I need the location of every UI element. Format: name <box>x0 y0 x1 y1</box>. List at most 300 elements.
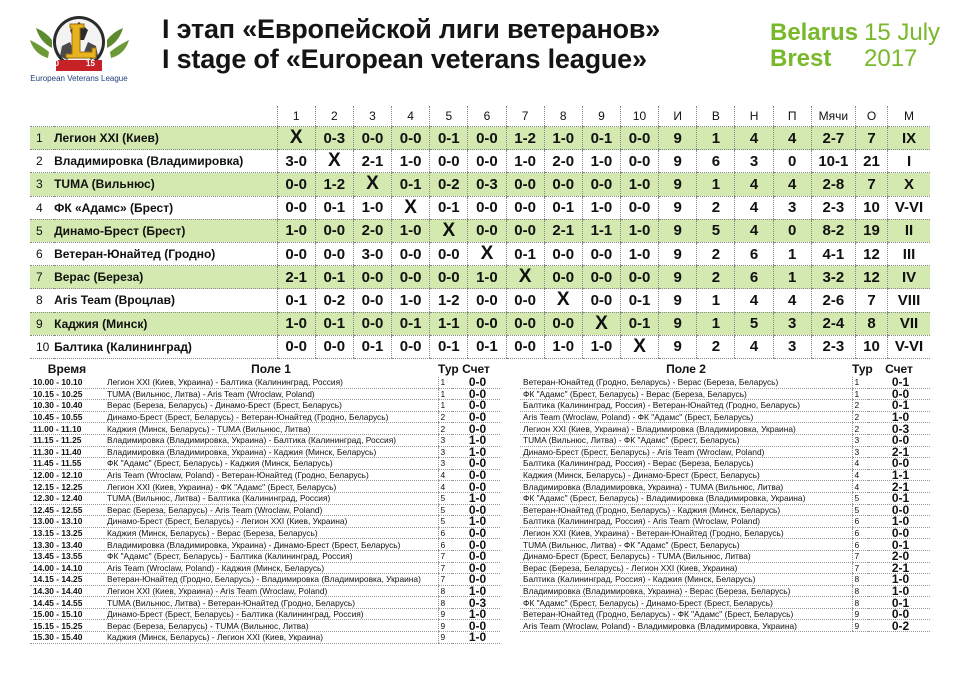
match-result-cell: 0-0 <box>277 242 315 265</box>
schedule-row <box>30 597 500 609</box>
match-teams: Легион XXI (Киев, Украина) - ФК "Адамс" (Брест, Беларусь) <box>104 481 438 493</box>
games-played: 9 <box>659 266 697 289</box>
match-time: 10.00 - 10.10 <box>30 377 104 388</box>
wins: 2 <box>697 242 735 265</box>
team-name: Верас <box>54 270 91 285</box>
schedule-row <box>30 377 500 388</box>
match-round: 8 <box>438 597 452 609</box>
match-result-cell: 0-0 <box>430 150 468 173</box>
team-name: Владимировка <box>54 154 144 169</box>
match-teams: Динамо-Брест (Брест, Беларусь) - Легион XXI (Киев, Украина) <box>104 516 438 528</box>
match-result-cell: 0-1 <box>620 289 658 312</box>
standings-row <box>30 289 930 312</box>
match-result-cell: 0-0 <box>277 196 315 219</box>
self-match-cell: X <box>544 289 582 312</box>
schedule-row <box>520 411 930 423</box>
match-result-cell: 0-0 <box>620 150 658 173</box>
match-result-cell: 1-2 <box>430 289 468 312</box>
match-score: 0-0 <box>452 620 500 632</box>
match-result-cell: 1-0 <box>620 173 658 196</box>
match-score: 1-0 <box>452 585 500 597</box>
goals: 2-4 <box>811 312 855 335</box>
match-result-cell: 1-0 <box>620 219 658 242</box>
schedule-round-header: Тур <box>852 361 873 376</box>
match-round: 7 <box>852 562 868 574</box>
match-round: 1 <box>852 377 868 388</box>
team-name-cell <box>54 266 277 289</box>
match-teams: ФК "Адамс" (Брест, Беларусь) - Верас (Береза, Беларусь) <box>520 388 852 400</box>
match-result-cell: 0-0 <box>582 173 620 196</box>
match-teams: Верас (Береза, Беларусь) - Динамо-Брест (Брест, Беларусь) <box>104 400 438 412</box>
schedule-row <box>520 492 930 504</box>
match-score: 0-1 <box>868 539 930 551</box>
match-round: 3 <box>438 434 452 446</box>
match-score: 0-1 <box>868 597 930 609</box>
match-round: 5 <box>852 492 868 504</box>
match-result-cell: 0-1 <box>468 335 506 358</box>
schedule-row <box>520 481 930 493</box>
match-teams: Владимировка (Владимировка, Украина) - Каджия (Минск, Беларусь) <box>104 446 438 458</box>
schedule-row <box>520 400 930 412</box>
schedule-row <box>30 574 500 586</box>
team-number: 9 <box>30 312 54 335</box>
match-result-cell: 0-1 <box>353 335 391 358</box>
games-played: 9 <box>659 219 697 242</box>
match-score: 1-0 <box>452 492 500 504</box>
schedule-row <box>520 585 930 597</box>
match-result-cell: 0-0 <box>468 289 506 312</box>
match-score: 0-0 <box>452 423 500 435</box>
schedule-row <box>30 539 500 551</box>
match-result-cell: 0-3 <box>315 127 353 150</box>
self-match-cell: X <box>582 312 620 335</box>
match-result-cell: 1-0 <box>544 127 582 150</box>
standings-col-header: 2 <box>315 106 353 127</box>
match-round: 1 <box>438 377 452 388</box>
team-number: 5 <box>30 219 54 242</box>
match-round: 3 <box>438 458 452 470</box>
match-result-cell: 1-0 <box>582 150 620 173</box>
match-result-cell: 0-0 <box>620 127 658 150</box>
match-result-cell: 0-0 <box>353 312 391 335</box>
standings-row <box>30 242 930 265</box>
schedule-row <box>30 481 500 493</box>
match-teams: Aris Team (Wroclaw, Poland) - Владимировка (Владимировка, Украина) <box>520 620 852 632</box>
match-score: 1-0 <box>452 434 500 446</box>
schedule-row <box>520 377 930 388</box>
match-result-cell: 2-1 <box>544 219 582 242</box>
points: 12 <box>855 242 887 265</box>
match-round: 3 <box>852 434 868 446</box>
goals: 2-3 <box>811 335 855 358</box>
match-round: 2 <box>852 400 868 412</box>
match-round: 6 <box>852 527 868 539</box>
losses: 1 <box>773 242 811 265</box>
standings-row <box>30 150 930 173</box>
schedule-round-header: Тур <box>438 361 459 376</box>
match-teams: ФК "Адамс" (Брест, Беларусь) - Владимировка (Владимировка, Украина) <box>520 492 852 504</box>
losses: 0 <box>773 150 811 173</box>
match-result-cell: 0-0 <box>506 289 544 312</box>
match-result-cell: 0-2 <box>430 173 468 196</box>
match-result-cell: 0-1 <box>506 242 544 265</box>
standings-col-header: Н <box>735 106 773 127</box>
match-result-cell: 0-0 <box>506 335 544 358</box>
match-teams: TUMA (Вильнюс, Литва) - Aris Team (Wroclaw, Poland) <box>104 388 438 400</box>
match-teams: Динамо-Брест (Брест, Беларусь) - TUMA (Вильнюс, Литва) <box>520 550 852 562</box>
match-round: 7 <box>438 550 452 562</box>
match-score: 0-0 <box>452 550 500 562</box>
match-result-cell: 0-0 <box>430 266 468 289</box>
team-name-cell <box>54 312 277 335</box>
match-result-cell: 0-0 <box>353 289 391 312</box>
schedule-row <box>520 620 930 632</box>
games-played: 9 <box>659 335 697 358</box>
match-result-cell: 1-0 <box>544 335 582 358</box>
standings-row <box>30 219 930 242</box>
match-result-cell: 0-0 <box>620 196 658 219</box>
place: II <box>888 219 930 242</box>
match-time: 11.00 - 11.10 <box>30 423 104 435</box>
match-teams: Балтика (Калининград, Россия) - Ветеран-Юнайтед (Гродно, Беларусь) <box>520 400 852 412</box>
goals: 2-3 <box>811 196 855 219</box>
team-name-cell <box>54 127 277 150</box>
schedule-field-2-title: Поле 2 <box>666 361 706 376</box>
title-russian: I этап «Европейской лиги ветеранов» <box>162 14 661 44</box>
match-result-cell: 0-0 <box>392 335 430 358</box>
match-teams: Динамо-Брест (Брест, Беларусь) - Aris Team (Wroclaw, Poland) <box>520 446 852 458</box>
match-result-cell: 0-0 <box>582 242 620 265</box>
standings-col-header: 3 <box>353 106 391 127</box>
games-played: 9 <box>659 289 697 312</box>
match-teams: Легион XXI (Киев, Украина) - Aris Team (Wroclaw, Poland) <box>104 585 438 597</box>
schedule-row <box>520 608 930 620</box>
match-result-cell: 0-1 <box>277 289 315 312</box>
match-round: 4 <box>852 481 868 493</box>
match-result-cell: 1-0 <box>353 196 391 219</box>
match-teams: Верас (Береза, Беларусь) - Легион XXI (Киев, Украина) <box>520 562 852 574</box>
match-result-cell: 0-0 <box>506 173 544 196</box>
losses: 4 <box>773 127 811 150</box>
match-round: 1 <box>438 388 452 400</box>
match-round: 6 <box>438 539 452 551</box>
match-result-cell: 0-0 <box>392 127 430 150</box>
schedule-row <box>30 550 500 562</box>
match-teams: Каджия (Минск, Беларусь) - Легион XXI (Киев, Украина) <box>104 632 438 644</box>
match-round: 2 <box>438 411 452 423</box>
event-country: Belarus <box>770 19 859 46</box>
place: VII <box>888 312 930 335</box>
event-city: Brest <box>770 45 832 72</box>
standings-col-header: 10 <box>620 106 658 127</box>
match-time: 11.30 - 11.40 <box>30 446 104 458</box>
schedule-row <box>30 388 500 400</box>
match-time: 13.30 - 13.40 <box>30 539 104 551</box>
match-result-cell: 0-0 <box>277 173 315 196</box>
match-result-cell: 0-0 <box>582 266 620 289</box>
match-teams: Владимировка (Владимировка, Украина) - TUMA (Вильнюс, Литва) <box>520 481 852 493</box>
match-score: 0-0 <box>868 434 930 446</box>
standings-row <box>30 196 930 219</box>
self-match-cell: X <box>353 173 391 196</box>
standings-col-header: П <box>773 106 811 127</box>
points: 21 <box>855 150 887 173</box>
match-teams: Балтика (Калининград, Россия) - Aris Team (Wroclaw, Poland) <box>520 516 852 528</box>
event-location-date <box>770 20 950 80</box>
losses: 4 <box>773 289 811 312</box>
match-teams: TUMA (Вильнюс, Литва) - Ветеран-Юнайтед (Гродно, Беларусь) <box>104 597 438 609</box>
place: X <box>888 173 930 196</box>
match-round: 6 <box>438 527 452 539</box>
match-score: 1-0 <box>868 585 930 597</box>
match-result-cell: 0-1 <box>544 196 582 219</box>
self-match-cell: X <box>392 196 430 219</box>
match-result-cell: 0-0 <box>468 127 506 150</box>
goals: 4-1 <box>811 242 855 265</box>
wins: 6 <box>697 150 735 173</box>
team-name: Балтика <box>54 339 103 354</box>
self-match-cell: X <box>430 219 468 242</box>
match-result-cell: 0-0 <box>468 150 506 173</box>
games-played: 9 <box>659 312 697 335</box>
match-teams: Ветеран-Юнайтед (Гродно, Беларусь) - Верас (Береза, Беларусь) <box>520 377 852 388</box>
match-teams: TUMA (Вильнюс, Литва) - ФК "Адамс" (Брест, Беларусь) <box>520 539 852 551</box>
self-match-cell: X <box>506 266 544 289</box>
match-score: 0-0 <box>452 377 500 388</box>
wins: 1 <box>697 289 735 312</box>
team-name: Каджия <box>54 316 99 331</box>
team-city: (Минск) <box>102 316 148 331</box>
match-round: 5 <box>438 492 452 504</box>
points: 12 <box>855 266 887 289</box>
wins: 1 <box>697 173 735 196</box>
games-played: 9 <box>659 173 697 196</box>
match-result-cell: 0-0 <box>277 335 315 358</box>
match-teams: Легион XXI (Киев, Украина) - Владимировка (Владимировка, Украина) <box>520 423 852 435</box>
standings-header-number <box>30 106 54 127</box>
match-result-cell: 0-0 <box>392 242 430 265</box>
draws: 5 <box>735 312 773 335</box>
match-score: 1-0 <box>868 516 930 528</box>
standings-col-header: 1 <box>277 106 315 127</box>
match-result-cell: 1-2 <box>506 127 544 150</box>
match-result-cell: 0-0 <box>468 312 506 335</box>
points: 19 <box>855 219 887 242</box>
match-time: 15.30 - 15.40 <box>30 632 104 644</box>
match-score: 0-3 <box>452 597 500 609</box>
match-score: 0-0 <box>452 539 500 551</box>
match-round: 6 <box>852 516 868 528</box>
match-round: 7 <box>438 562 452 574</box>
match-result-cell: 0-1 <box>315 312 353 335</box>
match-time: 10.45 - 10.55 <box>30 411 104 423</box>
match-teams: TUMA (Вильнюс, Литва) - ФК "Адамс" (Брест, Беларусь) <box>520 434 852 446</box>
goals: 3-2 <box>811 266 855 289</box>
team-name: Динамо-Брест <box>54 223 140 238</box>
match-round: 5 <box>438 516 452 528</box>
games-played: 9 <box>659 196 697 219</box>
schedule-field-2-header <box>520 360 930 377</box>
match-result-cell: 1-0 <box>392 289 430 312</box>
team-city: (Калининград) <box>106 339 192 354</box>
draws: 6 <box>735 242 773 265</box>
standings-header-team <box>54 106 277 127</box>
draws: 3 <box>735 150 773 173</box>
games-played: 9 <box>659 127 697 150</box>
standings-row <box>30 173 930 196</box>
standings-col-header: О <box>855 106 887 127</box>
match-score: 0-1 <box>868 400 930 412</box>
match-time: 11.15 - 11.25 <box>30 434 104 446</box>
match-time: 13.00 - 13.10 <box>30 516 104 528</box>
match-time: 12.15 - 12.25 <box>30 481 104 493</box>
logo-caption: European Veterans League <box>30 74 128 83</box>
schedule-row <box>30 504 500 516</box>
match-teams: Верас (Береза, Беларусь) - TUMA (Вильнюс, Литва) <box>104 620 438 632</box>
self-match-cell: X <box>620 335 658 358</box>
match-result-cell: 0-1 <box>392 173 430 196</box>
match-score: 0-0 <box>452 400 500 412</box>
match-result-cell: 0-1 <box>582 127 620 150</box>
match-result-cell: 0-0 <box>315 219 353 242</box>
self-match-cell: X <box>468 242 506 265</box>
match-teams: TUMA (Вильнюс, Литва) - Балтика (Калининград, Россия) <box>104 492 438 504</box>
match-teams: Ветеран-Юнайтед (Гродно, Беларусь) - Владимировка (Владимировка, Украина) <box>104 574 438 586</box>
draws: 4 <box>735 173 773 196</box>
match-result-cell: 0-0 <box>544 173 582 196</box>
place: III <box>888 242 930 265</box>
match-time: 10.15 - 10.25 <box>30 388 104 400</box>
match-teams: Владимировка (Владимировка, Украина) - Динамо-Брест (Брест, Беларусь) <box>104 539 438 551</box>
match-time: 15.00 - 15.10 <box>30 608 104 620</box>
match-score: 1-0 <box>868 411 930 423</box>
match-round: 8 <box>852 597 868 609</box>
standings-col-header: В <box>697 106 735 127</box>
match-result-cell: 2-0 <box>353 219 391 242</box>
schedule-time-header: Время <box>47 361 87 376</box>
match-result-cell: 1-0 <box>468 266 506 289</box>
event-date <box>864 20 940 72</box>
schedule-row <box>520 423 930 435</box>
goals: 10-1 <box>811 150 855 173</box>
team-city: (Брест) <box>130 200 174 215</box>
match-teams: ФК "Адамс" (Брест, Беларусь) - Динамо-Брест (Брест, Беларусь) <box>520 597 852 609</box>
schedule-row <box>520 539 930 551</box>
match-result-cell: 0-1 <box>392 312 430 335</box>
standings-col-header: 9 <box>582 106 620 127</box>
match-score: 0-0 <box>452 458 500 470</box>
match-score: 0-1 <box>868 377 930 388</box>
match-result-cell: 0-3 <box>468 173 506 196</box>
match-score: 0-0 <box>452 574 500 586</box>
match-score: 1-0 <box>868 574 930 586</box>
standings-header-row <box>30 106 930 127</box>
team-name-cell <box>54 219 277 242</box>
match-result-cell: 1-0 <box>582 196 620 219</box>
match-round: 6 <box>852 539 868 551</box>
standings-row <box>30 127 930 150</box>
losses: 3 <box>773 312 811 335</box>
match-time: 15.15 - 15.25 <box>30 620 104 632</box>
match-score: 0-0 <box>452 388 500 400</box>
place: V-VI <box>888 335 930 358</box>
match-round: 9 <box>438 608 452 620</box>
team-name: Легион XXI <box>54 131 119 146</box>
schedule-row <box>30 446 500 458</box>
title-english: I stage of «European veterans league» <box>162 44 647 74</box>
match-time: 14.15 - 14.25 <box>30 574 104 586</box>
match-time: 11.45 - 11.55 <box>30 458 104 470</box>
match-teams: Балтика (Калининград, Россия) - Каджия (Минск, Беларусь) <box>520 574 852 586</box>
team-city: (Киев) <box>122 131 159 146</box>
match-result-cell: 0-0 <box>353 266 391 289</box>
match-result-cell: 0-0 <box>468 219 506 242</box>
match-teams: Верас (Береза, Беларусь) - Aris Team (Wroclaw, Poland) <box>104 504 438 516</box>
schedule-row <box>30 469 500 481</box>
match-round: 3 <box>852 446 868 458</box>
team-name: TUMA <box>54 177 89 192</box>
team-number: 6 <box>30 242 54 265</box>
match-round: 5 <box>852 504 868 516</box>
schedule-row <box>520 504 930 516</box>
place: VIII <box>888 289 930 312</box>
event-day-month: 15 July <box>864 19 941 46</box>
schedule-row <box>520 550 930 562</box>
place: V-VI <box>888 196 930 219</box>
losses: 0 <box>773 219 811 242</box>
schedule-field-2-table <box>520 360 930 632</box>
match-score: 0-1 <box>868 492 930 504</box>
schedule-row <box>520 388 930 400</box>
match-teams: Владимировка (Владимировка, Украина) - Верас (Береза, Беларусь) <box>520 585 852 597</box>
wins: 2 <box>697 196 735 219</box>
schedule-row <box>520 527 930 539</box>
match-result-cell: 0-0 <box>392 266 430 289</box>
match-round: 8 <box>852 585 868 597</box>
match-round: 2 <box>852 423 868 435</box>
schedule-row <box>30 585 500 597</box>
match-round: 7 <box>438 574 452 586</box>
match-score: 0-0 <box>452 562 500 574</box>
match-round: 1 <box>438 400 452 412</box>
schedule-row <box>30 492 500 504</box>
match-result-cell: 0-1 <box>315 266 353 289</box>
match-result-cell: 1-0 <box>277 312 315 335</box>
match-score: 0-2 <box>868 620 930 632</box>
match-score: 2-0 <box>868 550 930 562</box>
match-teams: Aris Team (Wroclaw, Poland) - Ветеран-Юнайтед (Гродно, Беларусь) <box>104 469 438 481</box>
team-name-cell <box>54 150 277 173</box>
losses: 4 <box>773 173 811 196</box>
self-match-cell: X <box>277 127 315 150</box>
match-score: 0-0 <box>868 388 930 400</box>
points: 7 <box>855 289 887 312</box>
wins: 2 <box>697 266 735 289</box>
match-round: 7 <box>852 550 868 562</box>
match-result-cell: 0-0 <box>315 335 353 358</box>
team-name: ФК «Адамс» <box>54 200 127 215</box>
schedule-row <box>520 562 930 574</box>
match-time: 14.00 - 14.10 <box>30 562 104 574</box>
team-name-cell <box>54 196 277 219</box>
schedule-field-1-title: Поле 1 <box>251 361 291 376</box>
schedule-row <box>30 516 500 528</box>
match-score: 0-0 <box>868 458 930 470</box>
match-result-cell: 0-2 <box>315 289 353 312</box>
match-result-cell: 1-0 <box>506 150 544 173</box>
match-round: 2 <box>438 423 452 435</box>
match-score: 0-0 <box>868 504 930 516</box>
